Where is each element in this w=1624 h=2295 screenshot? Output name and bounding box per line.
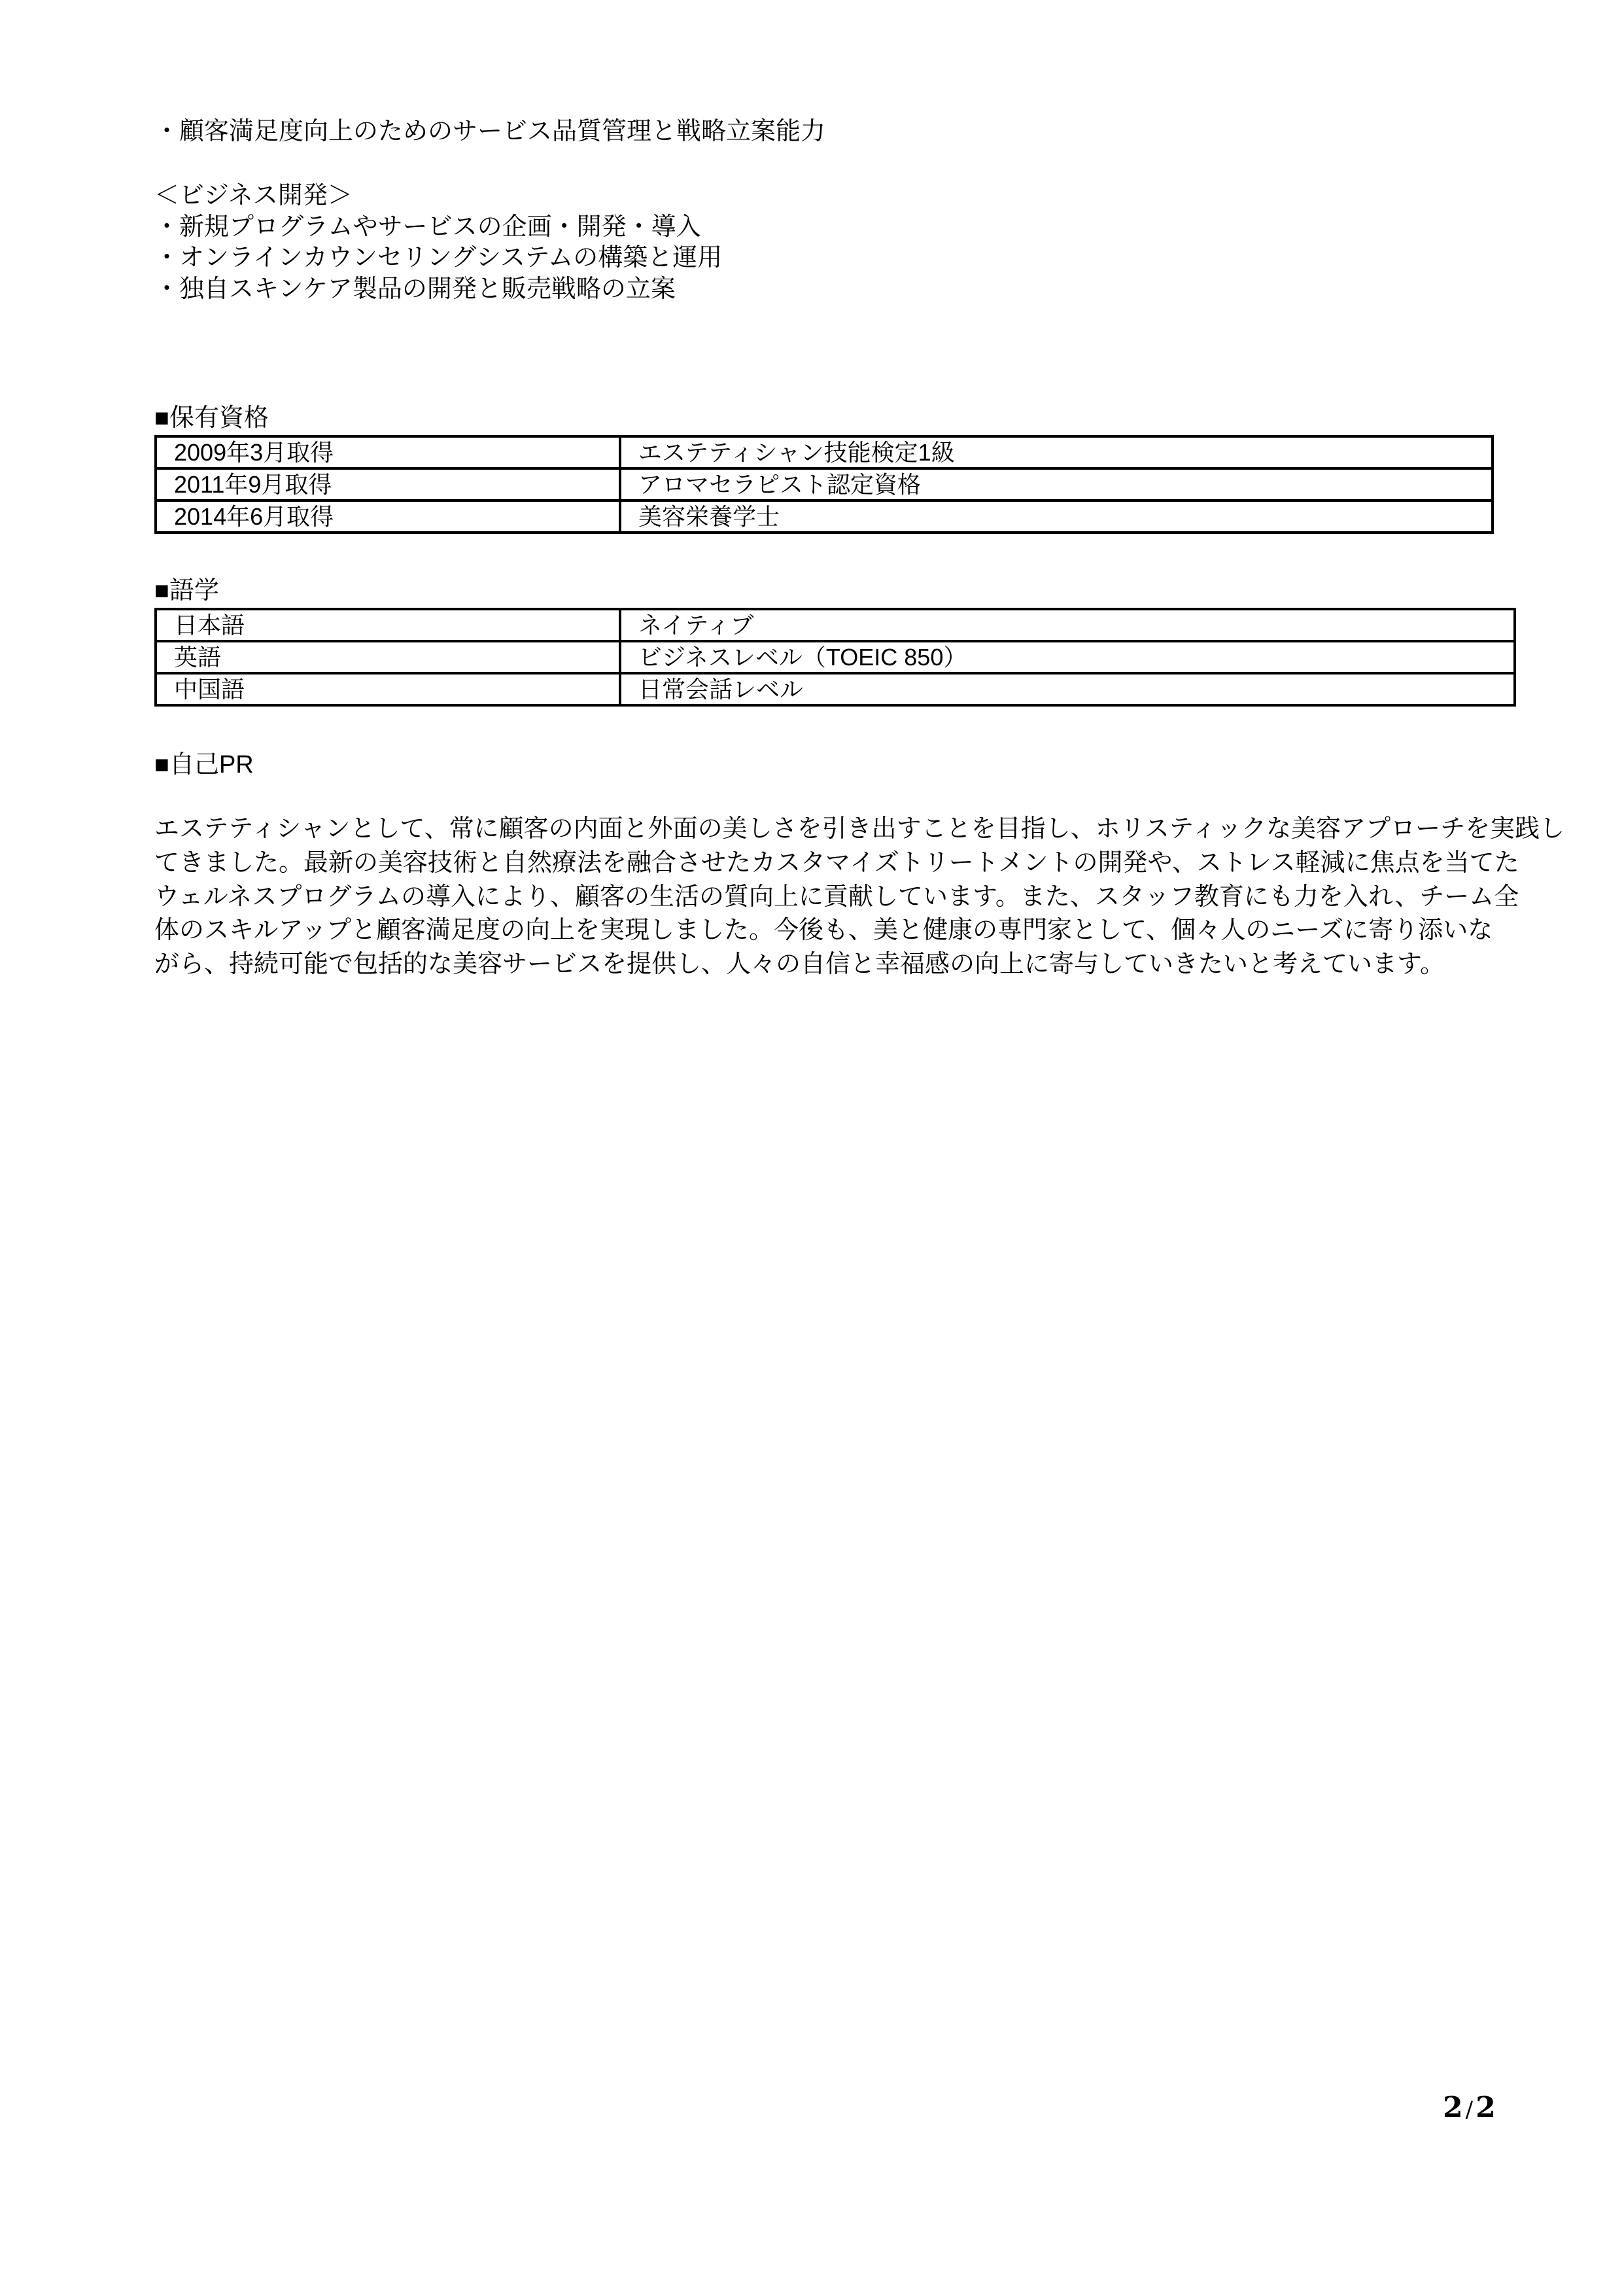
language-level: 日常会話レベル — [620, 673, 1515, 705]
table-row — [156, 436, 1493, 468]
business-dev-heading: ＜ビジネス開発＞ — [154, 182, 353, 209]
qualifications-heading: ■保有資格 — [154, 404, 269, 432]
qualification-date: 2011年9月取得 — [156, 468, 620, 500]
language-name: 中国語 — [156, 673, 620, 705]
self-pr-line: エステティシャンとして、常に顧客の内面と外面の美しさを引き出すことを目指し、ホリスティックな美容アプローチを実践し — [154, 815, 1565, 843]
page-current: 2 — [1443, 2091, 1463, 2124]
business-dev-item: ・新規プログラムやサービスの企画・開発・導入 — [154, 213, 701, 241]
table-row — [156, 468, 1493, 500]
skill-item: ・顧客満足度向上のためのサービス品質管理と戦略立案能力 — [154, 118, 826, 145]
self-pr-line: 体のスキルアップと顧客満足度の向上を実現しました。今後も、美と健康の専門家として、個々人のニーズに寄り添いな — [154, 917, 1493, 944]
languages-table — [154, 608, 1516, 707]
table-row — [156, 673, 1515, 705]
table-row — [156, 641, 1515, 673]
qualification-name: 美容栄養学士 — [620, 500, 1493, 533]
self-pr-heading: ■自己PR — [154, 751, 254, 779]
language-name: 日本語 — [156, 609, 620, 641]
business-dev-item: ・独自スキンケア製品の開発と販売戦略の立案 — [154, 275, 676, 303]
page-separator: / — [1465, 2097, 1474, 2123]
language-name: 英語 — [156, 641, 620, 673]
language-level: ビジネスレベル（TOEIC 850） — [620, 641, 1515, 673]
page-number — [1443, 2091, 1496, 2124]
table-row — [156, 500, 1493, 533]
qualification-name: アロマセラピスト認定資格 — [620, 468, 1493, 500]
qualification-name: エステティシャン技能検定1級 — [620, 436, 1493, 468]
qualification-date: 2009年3月取得 — [156, 436, 620, 468]
business-dev-item: ・オンラインカウンセリングシステムの構築と運用 — [154, 244, 723, 272]
qualification-date: 2014年6月取得 — [156, 500, 620, 533]
qualifications-table — [154, 435, 1494, 534]
language-level: ネイティブ — [620, 609, 1515, 641]
self-pr-line: ウェルネスプログラムの導入により、顧客の生活の質向上に貢献しています。また、スタッフ教育にも力を入れ、チーム全 — [154, 883, 1519, 911]
table-row — [156, 609, 1515, 641]
languages-heading: ■語学 — [154, 577, 219, 604]
self-pr-line: がら、持続可能で包括的な美容サービスを提供し、人々の自信と幸福感の向上に寄与していきたいと考えています。 — [154, 951, 1445, 978]
self-pr-line: てきました。最新の美容技術と自然療法を融合させたカスタマイズトリートメントの開発や、ストレス軽減に焦点を当てた — [154, 849, 1519, 877]
page-total: 2 — [1476, 2091, 1496, 2124]
